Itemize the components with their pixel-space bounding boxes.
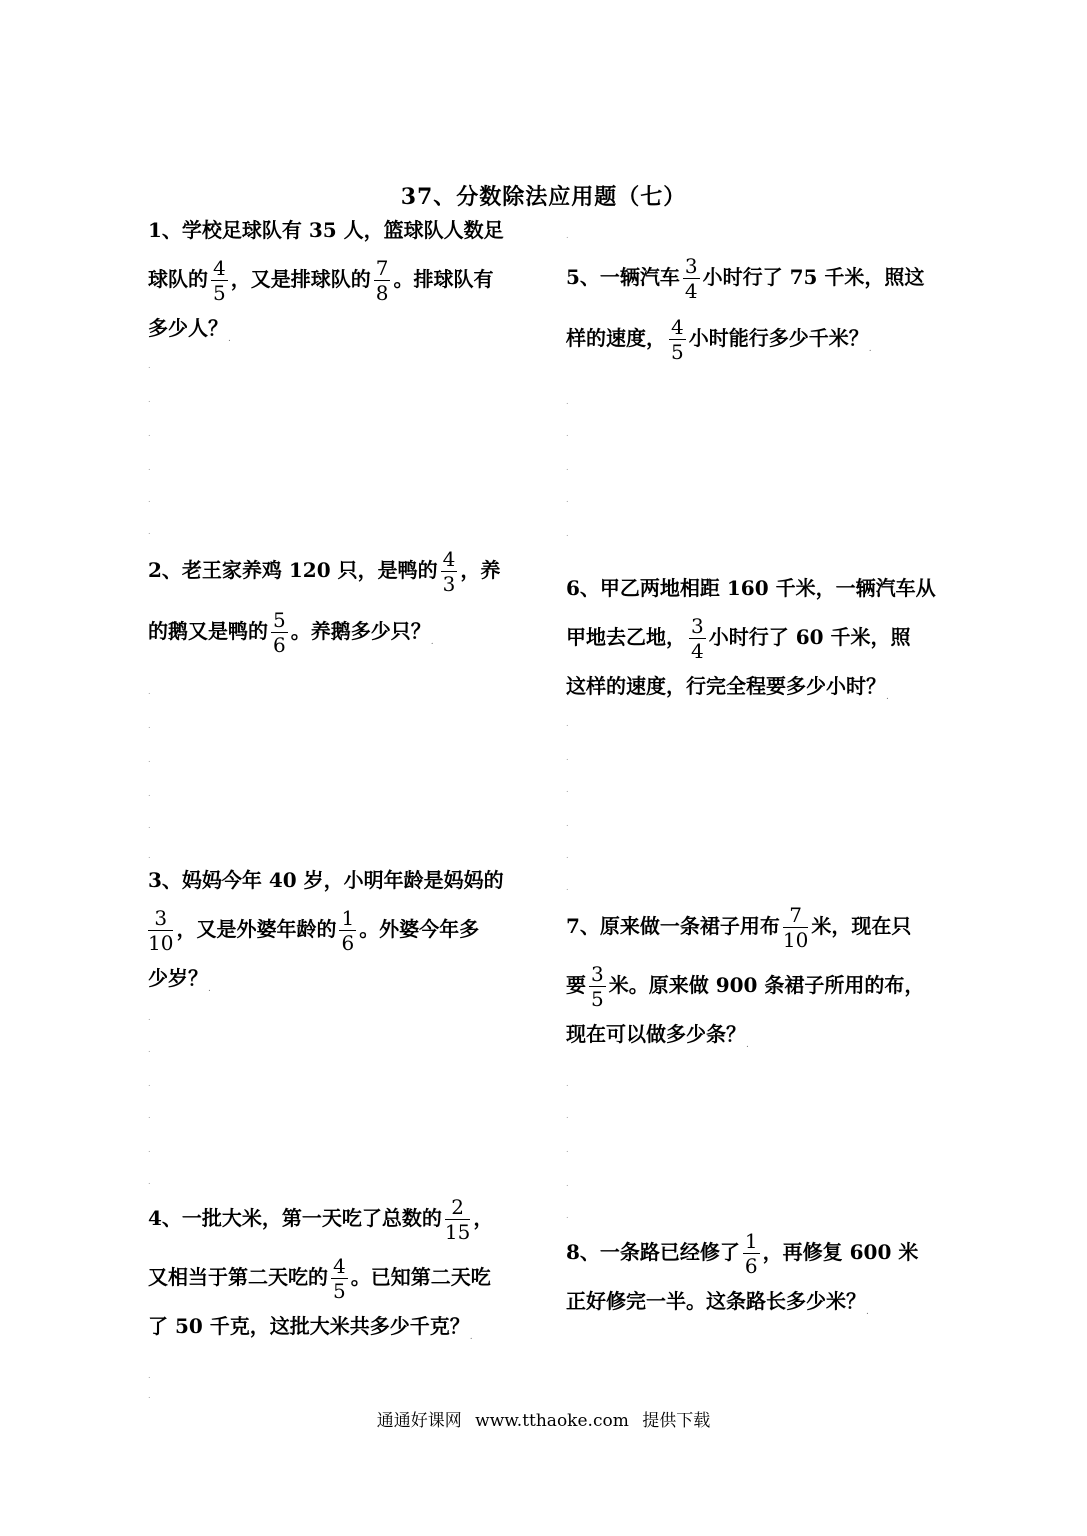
problem-5 [566,253,966,374]
problem-3-line-1: 3、妈妈今年 40 岁，小明年龄是妈妈的 [148,868,504,892]
problem-3 [148,856,548,1014]
fraction: $\frac{4}{5}$ [671,315,684,364]
fraction: $\frac{3}{4}$ [691,614,704,663]
problem-5-line-1: 5、一辆汽车 $\frac{3}{4}$ 小时行了 75 千米，照这 [566,254,925,303]
problem-3-line-2: $\frac{3}{10}$ ，又是外婆年龄的 $\frac{1}{6}$ 。外婆今年多 [148,906,480,955]
fraction: $\frac{2}{15}$ [444,1195,471,1244]
fraction: $\frac{5}{6}$ [273,608,286,657]
problem-2-line-1: 2、老王家养鸡 120 只，是鸭的 $\frac{4}{3}$ ，养 [148,547,501,596]
fraction: $\frac{1}{6}$ [341,906,355,955]
problem-6-line-3: 这样的速度，行完全程要多少小时？$_.$ [566,674,889,702]
problem-4-line-2: 又相当于第二天吃的 $\frac{4}{5}$ 。已知第二天吃 [148,1254,491,1303]
fraction: $\frac{3}{5}$ [591,962,604,1011]
problem-6-line-2: 甲地去乙地， $\frac{3}{4}$ 小时行了 60 千米，照 [566,614,911,663]
problem-6 [566,564,966,722]
problem-1-line-2: 球队的 $\frac{4}{5}$ ，又是排球队的 $\frac{7}{8}$ 。排球队有 [148,256,494,305]
problem-8 [566,1228,966,1337]
fraction: $\frac{4}{5}$ [333,1254,346,1303]
problem-1-line-3: 多少人？$_.$ [148,316,231,344]
problem-8-line-1: 8、一条路已经修了 $\frac{1}{6}$ ，再修复 600 米 [566,1229,919,1278]
problem-3-line-3: 少岁？$_.$ [148,966,211,994]
fraction: $\frac{3}{4}$ [684,254,698,303]
problem-7-line-3: 现在可以做多少条？$_.$ [566,1022,749,1050]
footer-text: 提供下载 [642,1411,711,1431]
problem-7-line-2: 要 $\frac{3}{5}$ 米。原来做 900 条裙子所用的布， [566,962,925,1011]
problem-4 [148,1194,548,1362]
problem-7-line-1: 7、原来做一条裙子用布 $\frac{7}{10}$ 米，现在只 [566,903,912,952]
problem-1 [148,206,548,364]
footer-site-name: 通通好课网 [376,1411,462,1431]
problem-2-line-2: 的鹅又是鸭的 $\frac{5}{6}$ 。养鹅多少只？$_.$ [148,608,434,657]
fraction: $\frac{4}{3}$ [442,547,456,596]
problem-7 [566,902,966,1070]
problem-4-line-3: 了 50 千克，这批大米共多少千克？$_.$ [148,1314,473,1342]
problem-2 [148,546,548,667]
problem-4-line-1: 4、一批大米，第一天吃了总数的 $\frac{2}{15}$ ， [148,1195,494,1244]
problem-8-line-2: 正好修完一半。这条路长多少米？$_.$ [566,1289,869,1317]
problem-6-line-1: 6、甲乙两地相距 160 千米，一辆汽车从 [566,576,936,600]
problem-5-line-2: 样的速度， $\frac{4}{5}$ 小时能行多少千米？$_.$ [566,315,872,364]
fraction: $\frac{1}{6}$ [744,1229,758,1278]
page-title: 37、分数除法应用题（七） [400,184,687,210]
fraction: $\frac{3}{10}$ [148,906,174,955]
problem-1-line-1: 1、学校足球队有 35 人，篮球队人数足 [148,218,504,242]
fraction: $\frac{4}{5}$ [213,256,226,305]
footer-url: www.tthaoke.com [475,1411,629,1431]
fraction: $\frac{7}{10}$ [782,903,809,952]
footer [0,1406,1087,1431]
fraction: $\frac{7}{8}$ [375,256,389,305]
